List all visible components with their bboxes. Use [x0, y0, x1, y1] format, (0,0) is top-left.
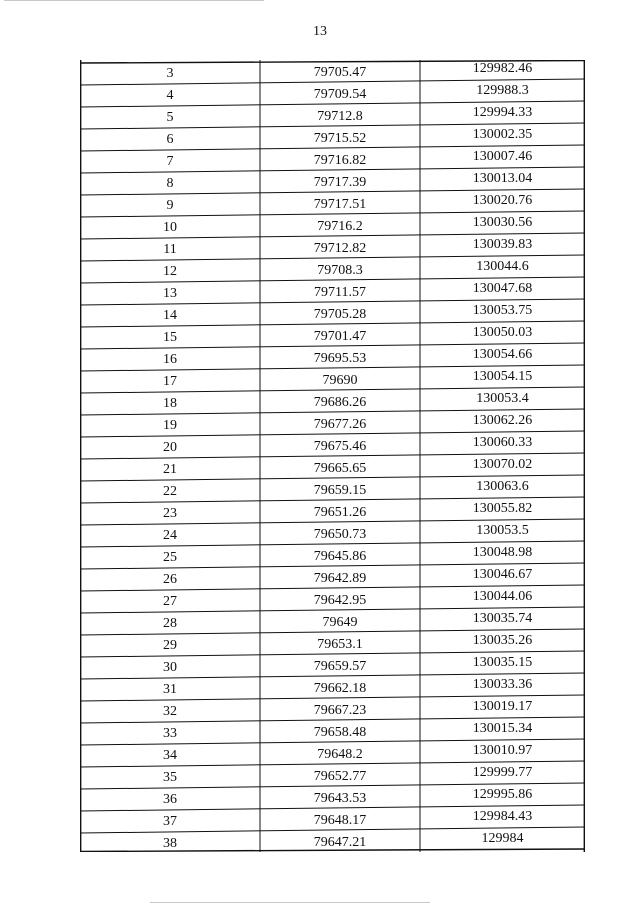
- y-coordinate-cell: 130062.26: [472, 413, 533, 428]
- x-coordinate-cell: 79716.2: [317, 219, 363, 234]
- y-coordinate-cell: 130044.06: [472, 589, 533, 604]
- coordinates-table: [80, 60, 585, 852]
- y-coordinate-cell: 130035.74: [472, 611, 533, 626]
- y-coordinate-cell: 130046.67: [472, 567, 533, 582]
- y-coordinate-cell: 129982.46: [472, 61, 533, 76]
- x-coordinate-cell: 79647.21: [313, 835, 367, 850]
- x-coordinate-cell: 79709.54: [313, 87, 367, 102]
- x-coordinate-cell: 79662.18: [313, 681, 367, 696]
- y-coordinate-cell: 129984.43: [472, 809, 533, 824]
- y-coordinate-cell: 130054.66: [472, 347, 533, 362]
- point-number-cell: 28: [163, 616, 177, 631]
- y-coordinate-cell: 130063.6: [476, 479, 529, 494]
- y-coordinate-cell: 129995.86: [472, 787, 533, 802]
- point-number-cell: 15: [163, 330, 177, 345]
- point-number-cell: 34: [163, 748, 177, 763]
- point-number-cell: 21: [163, 462, 177, 477]
- point-number-cell: 22: [163, 484, 177, 499]
- y-coordinate-cell: 130035.15: [472, 655, 533, 670]
- y-coordinate-cell: 130007.46: [472, 149, 533, 164]
- x-coordinate-cell: 79645.86: [313, 549, 367, 564]
- scan-edge: [150, 902, 430, 903]
- x-coordinate-cell: 79658.48: [313, 725, 367, 740]
- point-number-cell: 12: [163, 264, 177, 279]
- point-number-cell: 27: [163, 594, 177, 609]
- y-coordinate-cell: 130019.17: [472, 699, 533, 714]
- x-coordinate-cell: 79686.26: [313, 395, 367, 410]
- page-number: 13: [313, 24, 327, 39]
- y-coordinate-cell: 130020.76: [472, 193, 533, 208]
- x-coordinate-cell: 79717.39: [313, 175, 367, 190]
- x-coordinate-cell: 79667.23: [313, 703, 367, 718]
- point-number-cell: 8: [166, 176, 174, 191]
- point-number-cell: 37: [163, 814, 177, 829]
- point-number-cell: 19: [163, 418, 177, 433]
- x-coordinate-cell: 79677.26: [313, 417, 367, 432]
- y-coordinate-cell: 129988.3: [476, 83, 529, 98]
- point-number-cell: 23: [163, 506, 177, 521]
- point-number-cell: 25: [163, 550, 177, 565]
- point-number-cell: 18: [163, 396, 177, 411]
- y-coordinate-cell: 130047.68: [472, 281, 533, 296]
- point-number-cell: 3: [166, 66, 174, 81]
- x-coordinate-cell: 79648.2: [317, 747, 363, 762]
- point-number-cell: 38: [163, 836, 177, 851]
- y-coordinate-cell: 130044.6: [476, 259, 529, 274]
- x-coordinate-cell: 79642.89: [313, 571, 367, 586]
- y-coordinate-cell: 130030.56: [472, 215, 533, 230]
- x-coordinate-cell: 79712.82: [313, 241, 367, 256]
- x-coordinate-cell: 79652.77: [313, 769, 367, 784]
- y-coordinate-cell: 130015.34: [472, 721, 533, 736]
- x-coordinate-cell: 79653.1: [317, 637, 363, 652]
- point-number-cell: 29: [163, 638, 177, 653]
- y-coordinate-cell: 129984: [481, 831, 524, 846]
- y-coordinate-cell: 130050.03: [472, 325, 533, 340]
- x-coordinate-cell: 79705.47: [313, 65, 367, 80]
- y-coordinate-cell: 130010.97: [472, 743, 533, 758]
- x-coordinate-cell: 79659.15: [313, 483, 367, 498]
- y-coordinate-cell: 130002.35: [472, 127, 533, 142]
- x-coordinate-cell: 79695.53: [313, 351, 367, 366]
- x-coordinate-cell: 79711.57: [314, 285, 366, 300]
- y-coordinate-cell: 130013.04: [472, 171, 533, 186]
- point-number-cell: 24: [163, 528, 177, 543]
- point-number-cell: 20: [163, 440, 177, 455]
- point-number-cell: 26: [163, 572, 177, 587]
- point-number-cell: 31: [163, 682, 177, 697]
- x-coordinate-cell: 79675.46: [313, 439, 367, 454]
- point-number-cell: 36: [163, 792, 177, 807]
- x-coordinate-cell: 79648.17: [313, 813, 367, 828]
- x-coordinate-cell: 79642.95: [313, 593, 367, 608]
- scan-edge: [4, 0, 264, 1]
- y-coordinate-cell: 130035.26: [472, 633, 533, 648]
- y-coordinate-cell: 130033.36: [472, 677, 533, 692]
- y-coordinate-cell: 130039.83: [472, 237, 533, 252]
- point-number-cell: 4: [166, 88, 174, 103]
- point-number-cell: 33: [163, 726, 177, 741]
- point-number-cell: 32: [163, 704, 177, 719]
- x-coordinate-cell: 79650.73: [313, 527, 367, 542]
- point-number-cell: 11: [163, 242, 177, 257]
- y-coordinate-cell: 129994.33: [472, 105, 533, 120]
- x-coordinate-cell: 79701.47: [313, 329, 367, 344]
- y-coordinate-cell: 130070.02: [472, 457, 533, 472]
- x-coordinate-cell: 79716.82: [313, 153, 367, 168]
- y-coordinate-cell: 130055.82: [472, 501, 533, 516]
- point-number-cell: 6: [166, 132, 174, 147]
- x-coordinate-cell: 79665.65: [313, 461, 367, 476]
- point-number-cell: 9: [166, 198, 174, 213]
- y-coordinate-cell: 130054.15: [472, 369, 533, 384]
- x-coordinate-cell: 79717.51: [313, 197, 367, 212]
- point-number-cell: 7: [166, 154, 174, 169]
- x-coordinate-cell: 79712.8: [317, 109, 363, 124]
- point-number-cell: 13: [163, 286, 177, 301]
- point-number-cell: 30: [163, 660, 177, 675]
- x-coordinate-cell: 79705.28: [313, 307, 367, 322]
- x-coordinate-cell: 79659.57: [313, 659, 367, 674]
- y-coordinate-cell: 129999.77: [472, 765, 533, 780]
- y-coordinate-cell: 130053.5: [476, 523, 529, 538]
- x-coordinate-cell: 79649: [322, 615, 358, 630]
- x-coordinate-cell: 79643.53: [313, 791, 367, 806]
- y-coordinate-cell: 130053.4: [476, 391, 529, 406]
- x-coordinate-cell: 79708.3: [317, 263, 363, 278]
- x-coordinate-cell: 79690: [322, 373, 358, 388]
- point-number-cell: 35: [163, 770, 177, 785]
- x-coordinate-cell: 79651.26: [313, 505, 367, 520]
- y-coordinate-cell: 130048.98: [472, 545, 533, 560]
- point-number-cell: 5: [166, 110, 174, 125]
- point-number-cell: 10: [163, 220, 177, 235]
- point-number-cell: 14: [163, 308, 177, 323]
- x-coordinate-cell: 79715.52: [313, 131, 367, 146]
- point-number-cell: 16: [163, 352, 177, 367]
- point-number-cell: 17: [163, 374, 177, 389]
- y-coordinate-cell: 130060.33: [472, 435, 533, 450]
- y-coordinate-cell: 130053.75: [472, 303, 533, 318]
